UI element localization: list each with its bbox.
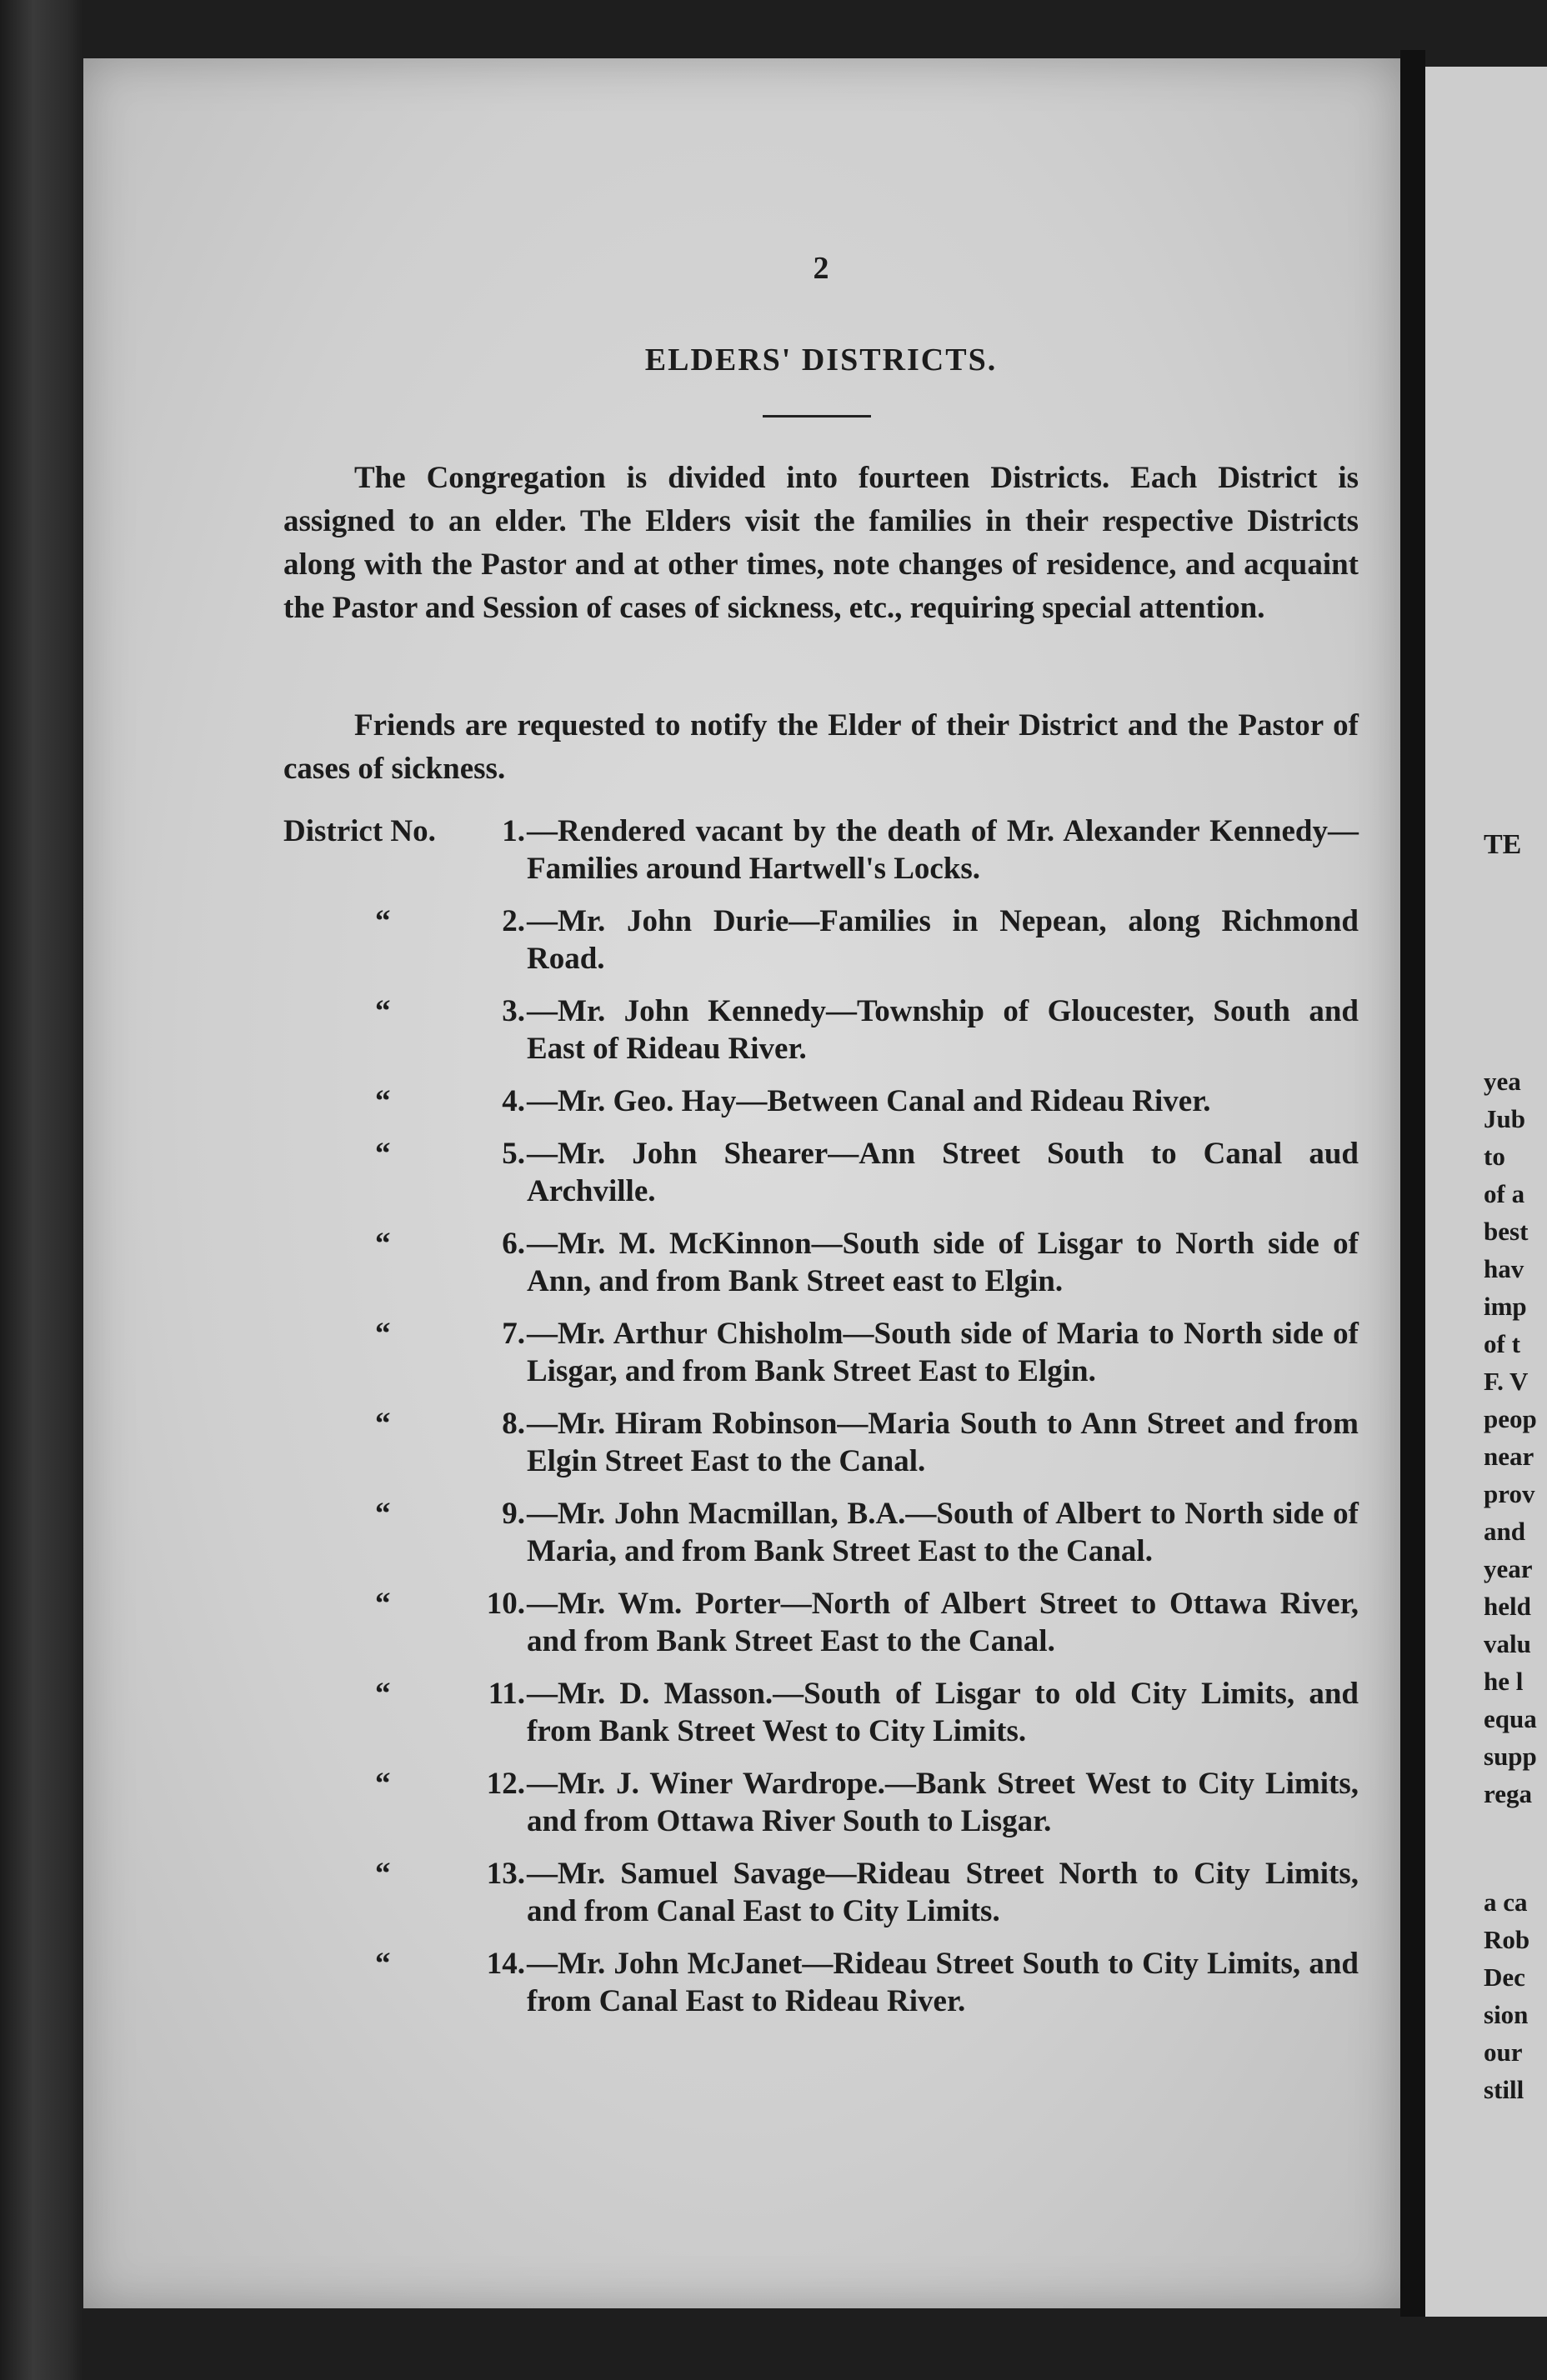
district-entry-8	[283, 1405, 1359, 1480]
district-text: —Mr. Geo. Hay—Between Canal and Rideau River.	[527, 1084, 1211, 1118]
right-page-fragment: equa	[1484, 1704, 1537, 1733]
right-page-fragment: imp	[1484, 1292, 1527, 1321]
ditto-mark: “	[375, 1947, 391, 1981]
ditto-mark: “	[375, 1587, 391, 1621]
district-number: 11.	[488, 1677, 525, 1711]
district-text: —Mr. John Shearer—Ann Street South to Canal aud Archville.	[527, 1137, 1359, 1208]
right-page-fragment: sion	[1484, 2000, 1529, 2029]
ditto-mark: “	[375, 1497, 391, 1531]
right-page-fragment: supp	[1484, 1742, 1537, 1771]
right-page-fragment: prov	[1484, 1479, 1535, 1508]
district-entry-3	[283, 992, 1359, 1068]
page-heading: ELDERS' DISTRICTS.	[644, 342, 998, 378]
right-page-fragment: valu	[1484, 1629, 1531, 1658]
right-page-fragment: held	[1484, 1592, 1531, 1621]
right-page-fragment: he l	[1484, 1667, 1524, 1696]
district-text: —Mr. D. Masson.—South of Lisgar to old City Limits, and from Bank Street West to City Limits.	[527, 1677, 1359, 1748]
right-page-fragment: still	[1484, 2075, 1524, 2104]
district-entry-6	[283, 1225, 1359, 1300]
district-entry-14	[283, 1945, 1359, 2020]
district-entry-5	[283, 1135, 1359, 1210]
heading-rule	[763, 415, 871, 418]
district-number: 5.	[502, 1137, 525, 1171]
notice-paragraph: Friends are requested to notify the Elder of their District and the Pastor of cases of sickness.	[283, 708, 1359, 786]
district-list	[283, 812, 1359, 2035]
right-page	[1425, 67, 1547, 2317]
district-text: —Mr. J. Winer Wardrope.—Bank Street West to City Limits, and from Ottawa River South to Lisgar.	[527, 1767, 1359, 1838]
district-text: —Mr. Hiram Robinson—Maria South to Ann Street and from Elgin Street East to the Canal.	[527, 1407, 1359, 1478]
district-number: 10.	[486, 1587, 525, 1621]
district-number: 14.	[486, 1947, 525, 1981]
district-label: District No.	[283, 814, 436, 848]
ditto-mark: “	[375, 1084, 391, 1118]
district-entry-11	[283, 1675, 1359, 1750]
right-page-fragment: Jub	[1484, 1104, 1525, 1133]
district-text: —Rendered vacant by the death of Mr. Alexander Kennedy—Families around Hartwell's Locks.	[527, 814, 1359, 886]
district-text: —Mr. John Kennedy—Township of Gloucester, South and East of Rideau River.	[527, 994, 1359, 1066]
right-page-fragment: a ca	[1484, 1888, 1528, 1917]
district-entry-9	[283, 1495, 1359, 1570]
page-number: 2	[813, 251, 829, 286]
ditto-mark: “	[375, 994, 391, 1028]
ditto-mark: “	[375, 1407, 391, 1441]
intro-paragraph: The Congregation is divided into fourteen Districts. Each District is assigned to an elder. The Elders visit the families in their respective Districts along with the Pastor and at other times, note changes of residence, and acquaint the Pastor and Session of cases of sickness, etc., requiring special attention.	[283, 461, 1359, 625]
district-entry-12	[283, 1765, 1359, 1840]
district-number: 13.	[486, 1857, 525, 1891]
right-page-fragment: near	[1484, 1442, 1534, 1471]
right-page-fragment: to	[1484, 1142, 1505, 1171]
district-text: —Mr. John McJanet—Rideau Street South to City Limits, and from Canal East to Rideau River.	[527, 1947, 1359, 2018]
district-number: 3.	[502, 994, 525, 1028]
right-page-fragment: yea	[1484, 1067, 1521, 1096]
right-page-fragment: TE	[1484, 829, 1522, 860]
right-page-fragment: Rob	[1484, 1925, 1530, 1954]
district-text: —Mr. Wm. Porter—North of Albert Street to Ottawa River, and from Bank Street East to the Canal.	[527, 1587, 1359, 1658]
right-page-fragment: our	[1484, 2038, 1523, 2067]
ditto-mark: “	[375, 1767, 391, 1801]
district-number: 12.	[486, 1767, 525, 1801]
right-page-fragment: best	[1484, 1217, 1529, 1246]
right-page-fragment: year	[1484, 1554, 1533, 1583]
district-number: 8.	[502, 1407, 525, 1441]
ditto-mark: “	[375, 1317, 391, 1351]
district-number: 7.	[502, 1317, 525, 1351]
district-entry-7	[283, 1315, 1359, 1390]
district-number: 1.	[502, 814, 525, 848]
ditto-mark: “	[375, 904, 391, 938]
ditto-mark: “	[375, 1677, 391, 1711]
district-entry-13	[283, 1855, 1359, 1930]
ditto-mark: “	[375, 1137, 391, 1171]
right-page-fragment: of t	[1484, 1329, 1520, 1358]
right-page-fragment: Dec	[1484, 1962, 1525, 1992]
district-entry-4	[283, 1082, 1359, 1120]
ditto-mark: “	[375, 1857, 391, 1891]
district-entry-10	[283, 1585, 1359, 1660]
district-entry-1	[283, 812, 1359, 888]
right-page-fragment: F. V	[1484, 1367, 1529, 1396]
district-entry-2	[283, 902, 1359, 978]
district-number: 2.	[502, 904, 525, 938]
right-page-fragment: of a	[1484, 1179, 1525, 1208]
district-text: —Mr. John Macmillan, B.A.—South of Albert to North side of Maria, and from Bank Street East to the Canal.	[527, 1497, 1359, 1568]
book-gutter	[1400, 50, 1425, 2317]
right-page-fragment: hav	[1484, 1254, 1524, 1283]
district-number: 6.	[502, 1227, 525, 1261]
district-text: —Mr. M. McKinnon—South side of Lisgar to North side of Ann, and from Bank Street east to Elgin.	[527, 1227, 1359, 1298]
district-number: 4.	[502, 1084, 525, 1118]
right-page-fragment: rega	[1484, 1779, 1532, 1808]
district-text: —Mr. Arthur Chisholm—South side of Maria to North side of Lisgar, and from Bank Street East to Elgin.	[527, 1317, 1359, 1388]
district-number: 9.	[502, 1497, 525, 1531]
right-page-fragment: and	[1484, 1517, 1525, 1546]
right-page-fragment: peop	[1484, 1404, 1537, 1433]
ditto-mark: “	[375, 1227, 391, 1261]
district-text: —Mr. John Durie—Families in Nepean, along Richmond Road.	[527, 904, 1359, 976]
district-text: —Mr. Samuel Savage—Rideau Street North to City Limits, and from Canal East to City Limits.	[527, 1857, 1359, 1928]
